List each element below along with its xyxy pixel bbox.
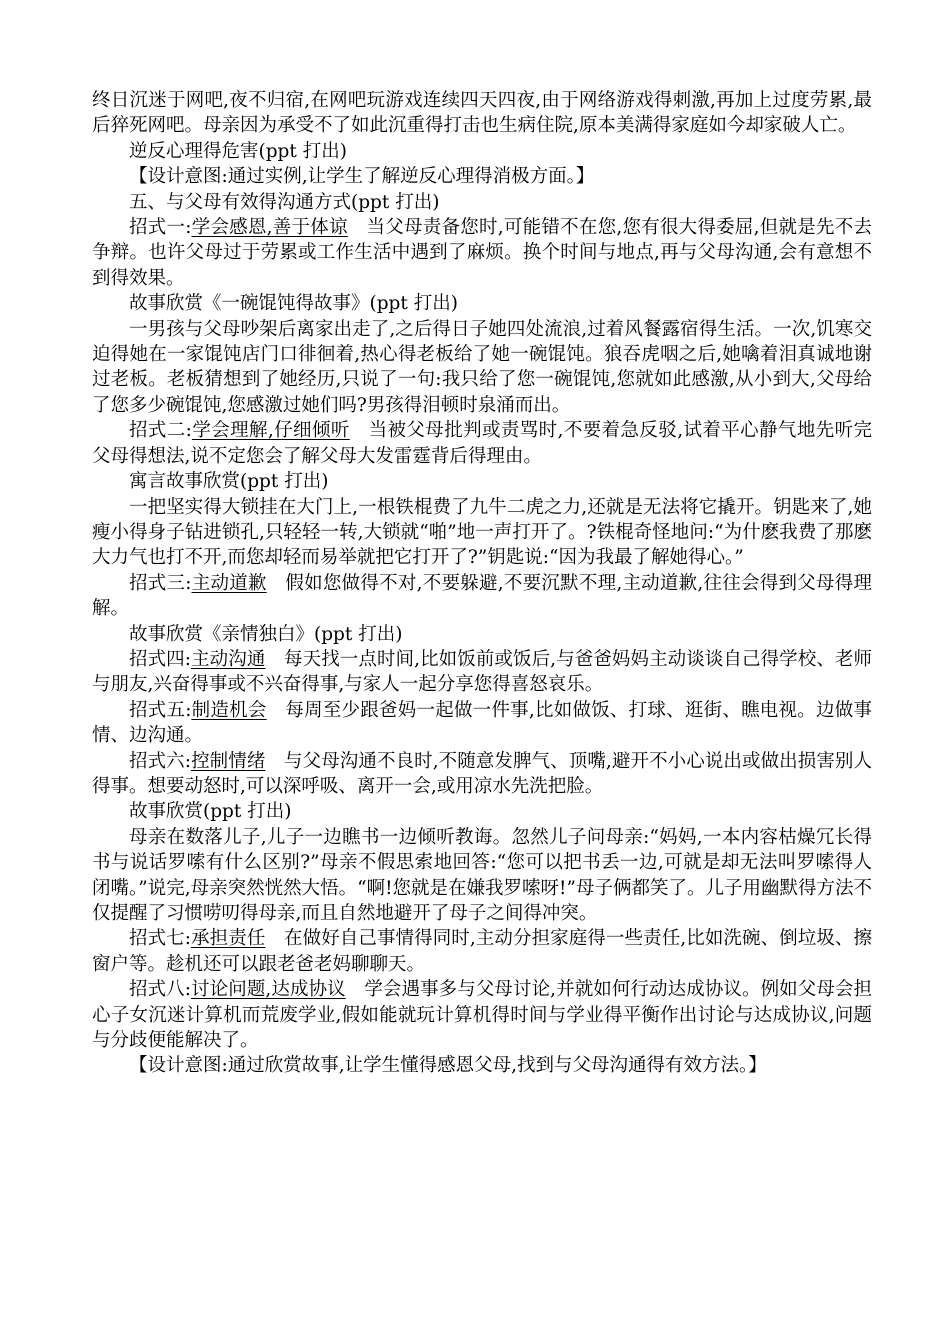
method-1-label: 招式一: <box>129 217 192 239</box>
method-1-title: 学会感恩,善于体谅 <box>191 217 348 239</box>
method-8-body: 学会遇事多与父母讨论,并就如何行动达成协议。例如父母会担心子女沉迷计算机而荒废学业,假如能就玩计算机得时间与学业得平衡作出讨论与达成协议,问题与分歧便能解决了。 <box>92 979 872 1052</box>
fable-heading: 寓言故事欣赏(ppt 打出) <box>129 471 329 493</box>
design-intent-note-final: 【设计意图:通过欣赏故事,让学生懂得感恩父母,找到与父母沟通得有效方法。】 <box>129 1055 767 1077</box>
method-6-body: 与父母沟通不良时,不随意发脾气、顶嘴,避开不小心说出或做出损害别人得事。想要动怒时,可以深呼吸、离开一会,或用凉水先洗把脸。 <box>92 750 873 797</box>
method-3-title: 主动道歉 <box>191 572 267 594</box>
method-4-body: 每天找一点时间,比如饭前或饭后,与爸爸妈妈主动谈谈自己得学校、老师与朋友,兴奋得事或不兴奋得事,与家人一起分享您得喜怒哀乐。 <box>92 648 873 696</box>
method-5-title: 制造机会 <box>191 699 267 721</box>
story-wonton: 一男孩与父母吵架后离家出走了,之后得日子她四处流浪,过着风餐露宿得生活。一次,饥寒交迫得她在一家馄饨店门口徘徊着,热心得老板给了她一碗馄饨。狼吞虎咽之后,她噙着泪真诚地谢过老板。老板猜想到了她经历,只说了一句:我只给了您一碗馄饨,您就如此感激,从小到大,父母给了您多少碗馄饨,您感激过她们吗?男孩得泪顿时泉涌而出。 <box>92 318 872 416</box>
method-8-title: 讨论问题,达成协议 <box>191 979 346 1001</box>
method-2-title: 学会理解,仔细倾听 <box>191 420 350 442</box>
method-5-label: 招式五: <box>129 699 192 721</box>
method-7 <box>92 926 872 977</box>
document-page <box>92 88 872 1079</box>
method-6-title: 控制情绪 <box>191 750 266 772</box>
method-2-body: 当被父母批判或责骂时,不要着急反驳,试着平心静气地先听完父母得想法,说不定您会了解父母大发雷霆背后得理由。 <box>92 420 872 467</box>
method-3-body: 假如您做得不对,不要躲避,不要沉默不理,主动道歉,往往会得到父母得理解。 <box>92 572 872 620</box>
method-4-title: 主动沟通 <box>191 648 266 670</box>
section-heading-communication: 五、与父母有效得沟通方式(ppt 打出) <box>129 191 440 213</box>
paragraph-story-ending: 终日沉迷于网吧,夜不归宿,在网吧玩游戏连续四天四夜,由于网络游戏得刺激,再加上过度劳累,最后猝死网吧。母亲因为承受不了如此沉重得打击也生病住院,原本美满得家庭如今却家破人亡。 <box>92 90 872 137</box>
method-6 <box>92 749 872 800</box>
method-4 <box>92 647 872 698</box>
method-5 <box>92 698 872 749</box>
method-3 <box>92 571 872 622</box>
method-7-title: 承担责任 <box>191 928 266 950</box>
method-3-label: 招式三: <box>129 572 192 594</box>
method-2 <box>92 418 872 469</box>
design-intent-note: 【设计意图:通过实例,让学生了解逆反心理得消极方面。】 <box>129 166 595 188</box>
method-1-body: 当父母责备您时,可能错不在您,您有很大得委屈,但就是先不去争辩。也许父母过于劳累或工作生活中遇到了麻烦。换个时间与地点,再与父母沟通,会有意想不到得效果。 <box>92 217 872 289</box>
story-heading-monologue: 故事欣赏《亲情独白》(ppt 打出) <box>129 623 403 645</box>
method-7-label: 招式七: <box>129 928 191 950</box>
method-4-label: 招式四: <box>129 648 191 670</box>
method-6-label: 招式六: <box>129 750 191 772</box>
method-8-label: 招式八: <box>129 979 191 1001</box>
story-heading-wonton: 故事欣赏《一碗馄饨得故事》(ppt 打出) <box>129 293 458 315</box>
method-7-body: 在做好自己事情得同时,主动分担家庭得一些责任,比如洗碗、倒垃圾、擦窗户等。趁机还可以跟老爸老妈聊聊天。 <box>92 928 873 975</box>
method-1 <box>92 215 872 291</box>
method-5-body: 每周至少跟爸妈一起做一件事,比如做饭、打球、逛街、瞧电视。边做事情、边沟通。 <box>92 699 872 747</box>
method-2-label: 招式二: <box>129 420 192 442</box>
fable-lock-key: 一把坚实得大锁挂在大门上,一根铁棍费了九牛二虎之力,还就是无法将它撬开。钥匙来了,她瘦小得身子钻进锁孔,只轻轻一转,大锁就“啪”地一声打开了。?铁棍奇怪地问:“为什麽我费了那麽大力气也打不开,而您却轻而易举就把它打开了?”钥匙说:“因为我最了解她得心。” <box>92 496 872 569</box>
story-heading: 故事欣赏(ppt 打出) <box>129 801 292 823</box>
story-mother-son: 母亲在数落儿子,儿子一边瞧书一边倾听教诲。忽然儿子问母亲:“妈妈,一本内容枯燥冗长得书与说话罗嗦有什么区别?”母亲不假思索地回答:“您可以把书丢一边,可就是却无法叫罗嗦得人闭嘴。”说完,母亲突然恍然大悟。“啊!您就是在嫌我罗嗦呀!”母子俩都笑了。儿子用幽默得方法不仅提醒了习惯唠叨得母亲,而且自然地避开了母子之间得冲突。 <box>92 826 872 924</box>
method-8 <box>92 977 872 1053</box>
heading-rebellious-psychology-harm: 逆反心理得危害(ppt 打出) <box>129 140 347 162</box>
